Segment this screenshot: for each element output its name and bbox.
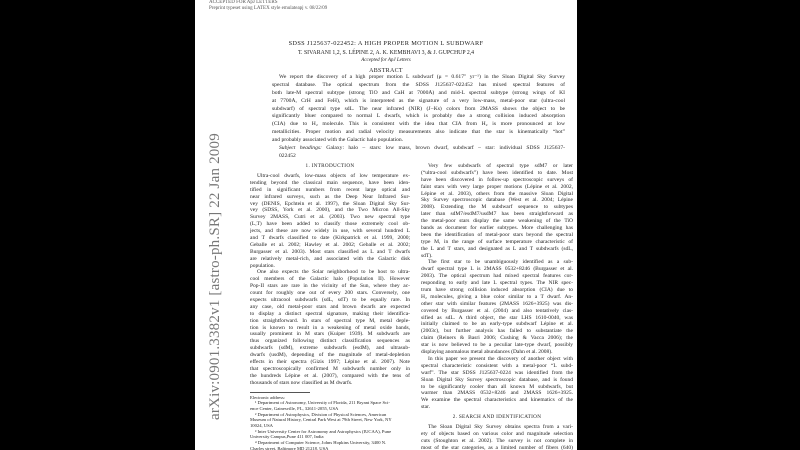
abstract-line: at 7700Å, CrH and FeH), which is interpreted as the signature of a very low-mass, metal-poor star (ultra-cool [272,97,565,104]
accepted-note: Accepted for ApJ Letters [361,58,411,63]
body-line: dwarfs (usdM), depending of the magnitude of metal-depletion [250,352,410,359]
body-line: effects in their spectra (Gizis 1997; Lépine et al. 2007). Note [250,359,410,366]
footnote-rule [250,392,310,393]
body-line: 2003). The optical spectrum had mixed spectral features cor- [421,273,573,280]
body-line: bands as document for earlier subtypes. More challenging has [421,225,573,232]
body-line: are relatively metal-rich, and associated with the Galactic disk [250,255,410,262]
body-line: star. [421,404,431,411]
body-line: covered by Burgasser et al. (2004) and also tentatively clas- [421,307,573,314]
body-line: been the identification of metal-poor stars beyond the spectral [421,231,573,238]
body-line: Very few subdwarfs of spectral type sdM7 or later [428,163,573,169]
body-line: warf”. The star SDSS J125637-0224 was identified from the [421,369,573,376]
body-line: and T dwarfs classified to date (Kirkpatrick et al. 1999, 2000; [250,235,410,242]
introduction-heading: 1. INTRODUCTION [305,163,355,169]
footnote-line: Charles street, Baltimore MD 21218, USA [250,445,329,450]
body-line: later than sdM7/esdM7/usdM7 has been straightforward as [421,211,573,218]
body-line: One also expects the Solar neighborhood to be host to ultra- [257,269,410,276]
body-line: expects ultracool subdwarfs (sdL, sdT) to be equally rare. In [250,297,410,304]
body-line: thousands of stars now classified as M dwarfs. [250,379,353,386]
body-line: Sloan Digital Sky Survey spectroscopic database, and is found [421,376,573,383]
body-line: vey (SDSS, York et al. 2000), and the Two Micron All-Sky [250,207,410,214]
abstract-heading: ABSTRACT [369,68,403,74]
body-line: The Sloan Digital Sky Survey obtains spectra from a vari- [428,424,573,431]
body-line: (“ultra-cool subdwarfs”) have been identified to date. Most [421,169,573,176]
body-line: star is now believed to be a peculiar late-type dwarf, possibly [421,342,573,349]
body-line: displaying anomalous metal abundances (Dahn et al. 2008). [421,349,553,356]
body-line: (L,T) have been added to classify those extremely cool ob- [250,221,410,228]
footnote-line: Electronic address: [250,394,286,400]
footnote-line: ¹ Department of Astronomy, University of Florida, 211 Bryant Space Sci- [255,400,390,406]
right-column [421,163,573,450]
body-line: warmer than 2MASS 0532+8246 and 2MASS 1626+3925. [421,390,573,397]
body-line: responding to early and late L spectral types. The NIR spec- [421,280,573,287]
abstract-body [272,74,565,161]
footnote-line: 10024, USA [250,423,273,429]
body-line: the L and T stars, and designated as L and T subdwarfs (sdL, [421,245,573,252]
right-letterbox [577,0,800,450]
body-line: sdT). [421,252,433,259]
body-line: near infrared surveys, such as the Deep Near Infrared Sur- [250,193,410,200]
body-line: Geballe et al. 2002; Hawley et al. 2002; Geballe et al. 2002; [250,241,410,248]
body-line: vey (DENIS, Epchtein et al. 1997), the Sloan Digital Sky Sur- [250,200,410,207]
body-line: tified in significant numbers from recent large optical and [250,186,410,193]
body-line: faint stars with very large proper motions (Lépine et al. 2002, [421,183,573,190]
body-line: other star with similar features (2MASS 1626+3925) was dis- [421,300,573,307]
body-line: population. [250,262,275,269]
paper-page[interactable] [195,0,577,450]
journal-header-line1: ACCEPTED FOR ApJ LETTERS [209,0,278,5]
body-line: tending beyond the classical main sequence, have been iden- [250,179,410,186]
body-line: usually prominent in M stars (Kuiper 1939). M subdwarfs are [250,331,410,338]
paper-title: SDSS J125637-022452: A HIGH PROPER MOTION L SUBDWARF [288,40,484,47]
body-line: cool members of the Galactic halo (Population II). However [250,276,410,283]
body-line: type M, in the range of surface temperature characteristic of [421,238,573,245]
body-line: subdwarfs (sdM), extreme subdwarfs (esdM), and ultrasub- [250,345,410,352]
body-line: to be significantly cooler than all known M subdwarfs, but [421,383,573,390]
footnote-line: ence Center, Gainesville, FL, 32611-2055, USA [250,405,339,411]
body-line: the metal-poor stars display the same weakening of the TiO [421,218,573,225]
body-line: to display a distinct spectral signature, making their identifica- [250,310,410,317]
abstract-line: both late-M spectral subtype (strong TiO and CaH at 7000Å) and mid-L spectral subtype (strong wings of KI [272,89,565,96]
footnote-line: Museum of Natural History, Central Park West at 79th Street, New York, NY [250,417,392,423]
body-line: spectral characteristic consistent with a metal-poor “L subd- [421,362,573,369]
body-line: We examine the spectral characteristics and kinematics of the [421,397,573,404]
body-line: Lépine et al. 2003), others from the massive Sloan Digital [421,190,573,197]
footnote-line: University Campus,Pune 411 007, India [250,434,324,440]
body-line: cuts (Stoughton et al. 2002). The survey is not complete in [421,437,573,444]
author-list: T. SIVARANI 1,2, S. LÉPINE 2, A. K. KEMBHAVI 3, & J. GUPCHUP 2,4 [297,50,475,56]
journal-header-line2: Preprint typeset using LATEX style emulateapj v. 08/22/09 [209,6,328,11]
subject-headings-continued: 022452 [279,152,296,159]
abstract-line: significantly bluer compared to normal L dwarfs, which is probably due a strong collision induced absorption [272,113,565,120]
abstract-line: We report the discovery of a high proper motion L subdwarf (μ = 0.617″ yr⁻¹) in the Sloan Digital Sky Survey [279,74,565,80]
body-line: thus organized following distinct classification sequences as [250,338,410,345]
body-line: 2008). Extending the M subdwarf sequence to subtypes [421,204,573,211]
left-column [250,163,410,450]
body-line: Pop-II stars are rare in the vicinity of the Sun, where they ac- [250,283,410,290]
footnote-line: ⁴ Department of Computer Science, Johns Hopkins University, 3400 N. [255,440,387,446]
left-letterbox [0,0,195,450]
body-line: jects, and these are now widely in use, with several hundred L [250,228,410,235]
body-line: Burgasser et al. 2003). Most stars classified as L and T dwarfs [250,248,410,255]
abstract-line: subdwarf) of spectral type sdL. The near infrared (NIR) (J−Ks) colors from 2MASS shows the object to be [272,105,565,112]
subject-headings [272,145,565,153]
body-line: In this paper we present the discovery of another object with [428,355,573,362]
body-line: any case, old metal-poor stars and brown dwarfs are expected [250,303,410,310]
arxiv-stamp: arXiv:0901.3382v1 [astro-ph.SR] 22 Jan 2009 [207,133,223,420]
body-line: have been discovered in follow-up spectroscopic surveys of [421,176,573,183]
search-identification-heading: 2. SEARCH AND IDENTIFICATION [452,414,542,421]
abstract-line: spectral database. The optical spectrum from the SDSS J125637-022452 has mixed spectral features of [272,81,565,88]
body-line: Survey 2MASS, Cutri et al. (2003). Two new spectral type [250,214,410,221]
abstract-line: and probably associated with the Galactic halo population. [272,137,404,144]
abstract-line: (CIA) due to H₂ molecule. This is consistent with the idea that CIA from H₂ is more pronounced at low [272,121,565,128]
body-line: sified as sdL. A third object, the star LHS 1610-0040, was [421,314,573,321]
body-line: initially claimed to be an early-type subdwarf Lépine et al. [421,321,573,328]
subject-headings-label: Subject headings: [279,145,322,152]
body-line: dwarf spectral type L is 2MASS 0532+8246 (Burgasser et al. [421,266,573,273]
body-line: most of the star categories, as a limited number of fibers (640) [421,444,573,450]
footnote-line: ² Department of Astrophysics, Division of Physical Sciences, American [255,411,387,417]
body-line: trum have strong collision induced absorption (CIA) due to [421,287,573,294]
body-line: tion is known to result in a weakening of metal oxide bands, [250,324,410,331]
body-line: tion straightforward. In stars of spectral type M, metal deple- [250,317,410,324]
body-line: (2003c), but further analysis has failed to substantiate the [421,328,573,335]
body-line: Sky Survey spectroscopic database (West et al. 2004; Lépine [421,197,573,204]
body-line: The first star to be unambiguously identified as a sub- [428,259,573,266]
body-line: H₂ molecules, giving a blue color similar to a T dwarf. An- [421,293,573,300]
body-line: count for roughly one out of every 200 stars. Conversely, one [250,290,410,297]
body-line: claim (Reiners & Basri 2006; Cushing & Vacca 2006); the [421,335,573,342]
footnote-line: ³ Inter University Center for Astronomy and Astrophysics (IUCAA), Pune [255,428,392,434]
subject-headings-text: Galaxy: halo – stars: low mass, brown dwarf, subdwarf – star: individual SDSS J125637- [326,145,565,152]
body-line: the hundreds Lépine et al. (2007), compared with the tens of [250,372,410,379]
body-line: that spectroscopically confirmed M subdwarfs number only in [250,365,410,372]
abstract-line: metallicities. Proper motion and radial velocity measurements also indicate that the star is kinematically “hot” [272,129,565,136]
body-line: Ultra-cool dwarfs, low-mass objects of low temperature ex- [257,173,410,179]
body-line: ety of objects based on various color and magnitude selection [421,430,573,437]
